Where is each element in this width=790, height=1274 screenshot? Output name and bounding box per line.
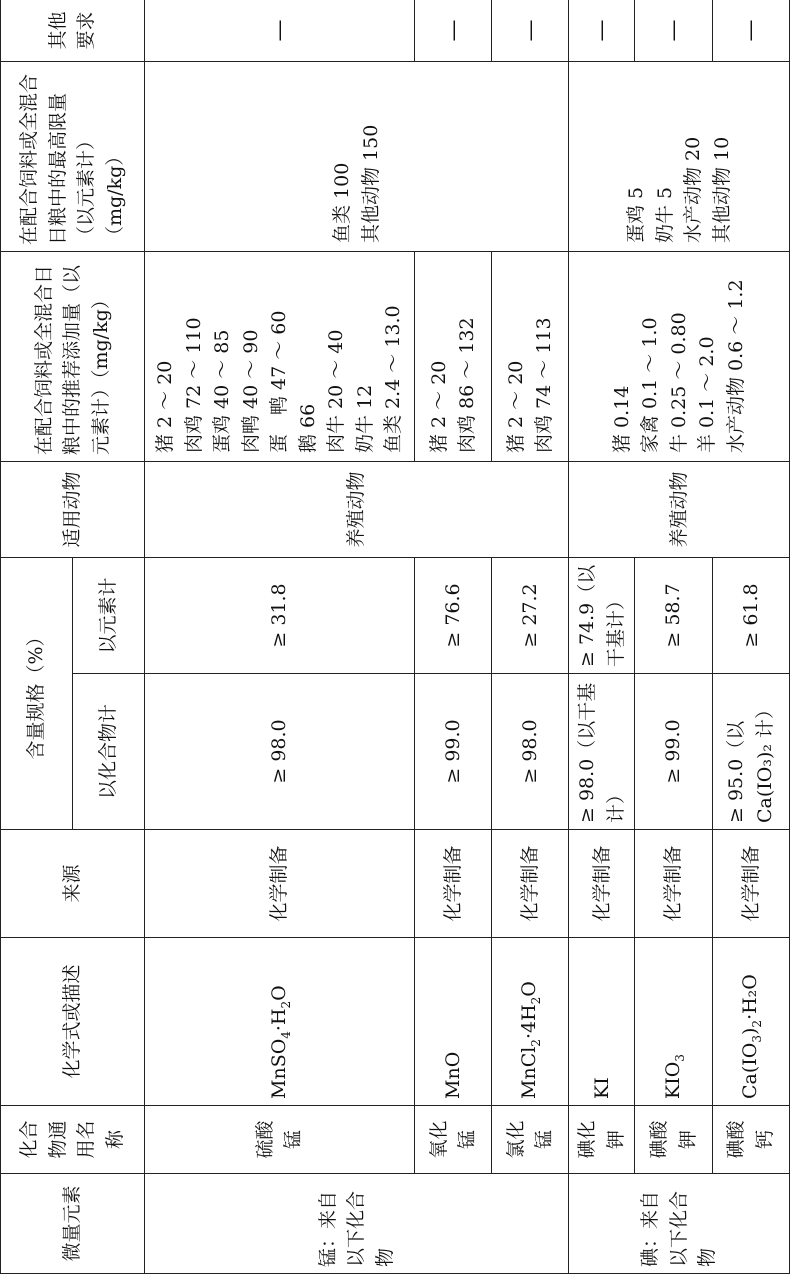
list-item: 奶牛 5 xyxy=(653,186,676,243)
header-as-element: 以元素计 xyxy=(72,558,144,674)
formula-cell: KI xyxy=(569,938,635,1106)
header-other: 其他要求 xyxy=(1,0,145,62)
recommended-cell xyxy=(414,252,491,462)
as-element-cell: ≥ 74.9（以干基计） xyxy=(569,558,635,674)
list-item: 肉鸭 40 ～ 90 xyxy=(239,329,262,453)
animals-cell-iodine: 养殖动物 xyxy=(569,462,790,558)
list-item: 羊 0.1 ～ 2.0 xyxy=(696,336,719,453)
list-item: 猪 0.14 xyxy=(610,385,633,453)
list-item: 水产动物 20 xyxy=(682,136,705,243)
compound-name-cell: 碘酸钙 xyxy=(712,1106,789,1174)
compound-name-cell: 氧化锰 xyxy=(414,1106,491,1174)
other-cell: — xyxy=(635,0,712,62)
formula-cell: $MnSO_4\cdot H_2O$ xyxy=(144,938,414,1106)
compound-name-cell: 碘酸钾 xyxy=(635,1106,712,1174)
list-item: 肉鸡 86 ～ 132 xyxy=(456,317,479,453)
list-item: 其他动物 150 xyxy=(359,124,382,243)
as-compound-cell: ≥ 99.0 xyxy=(635,674,712,830)
list-item: 鹅 66 xyxy=(296,403,319,453)
recommended-cell-iodine xyxy=(569,252,790,462)
list-item: 其他动物 10 xyxy=(710,136,733,243)
compound-name-cell: 碘化钾 xyxy=(569,1106,635,1174)
recommended-cell xyxy=(492,252,569,462)
header-source: 来源 xyxy=(1,830,145,938)
source-cell: 化学制备 xyxy=(635,830,712,938)
header-animals: 适用动物 xyxy=(1,462,145,558)
list-item: 家禽 0.1 ～ 1.0 xyxy=(639,317,662,453)
header-formula: 化学式或描述 xyxy=(1,938,145,1106)
other-cell: — xyxy=(569,0,635,62)
list-item: 猪 2 ～ 20 xyxy=(504,360,527,453)
header-max: 在配合饲料或全混合日粮中的最高限量（以元素计）（mg/kg） xyxy=(1,62,145,252)
header-as-compound: 以化合物计 xyxy=(72,674,144,830)
as-element-cell: ≥ 31.8 xyxy=(144,558,414,674)
source-cell: 化学制备 xyxy=(414,830,491,938)
as-element-cell: ≥ 27.2 xyxy=(492,558,569,674)
other-cell: — xyxy=(492,0,569,62)
table-row xyxy=(144,0,414,1274)
other-cell: — xyxy=(414,0,491,62)
list-item: 奶牛 12 xyxy=(353,384,376,453)
other-cell: — xyxy=(712,0,789,62)
compound-name-cell: 硫酸锰 xyxy=(144,1106,414,1174)
as-element-cell: ≥ 76.6 xyxy=(414,558,491,674)
as-element-cell: ≥ 58.7 xyxy=(635,558,712,674)
as-compound-cell: ≥ 99.0 xyxy=(414,674,491,830)
formula-cell: MnO xyxy=(414,938,491,1106)
other-cell: — xyxy=(144,0,414,62)
list-item: 肉牛 20 ～ 40 xyxy=(325,329,348,453)
header-recommended: 在配合饲料或全混合日粮中的推荐添加量（以元素计）（mg/kg） xyxy=(1,252,145,462)
source-cell: 化学制备 xyxy=(712,830,789,938)
formula-cell: $Ca(IO_3)_2\cdot H_2O$ xyxy=(712,938,789,1106)
animals-cell-manganese: 养殖动物 xyxy=(144,462,569,558)
table-row xyxy=(569,0,635,1274)
as-compound-cell: ≥ 98.0 xyxy=(144,674,414,830)
formula-cell: $KIO_3$ xyxy=(635,938,712,1106)
as-compound-cell: ≥ 95.0（以 Ca(IO₃)₂ 计） xyxy=(712,674,789,830)
list-item: 牛 0.25 ～ 0.80 xyxy=(667,312,690,453)
list-item: 蛋鸡 5 xyxy=(625,186,648,243)
as-element-cell: ≥ 61.8 xyxy=(712,558,789,674)
list-item: 肉鸡 74 ～ 113 xyxy=(533,317,556,453)
source-cell: 化学制备 xyxy=(492,830,569,938)
source-cell: 化学制备 xyxy=(569,830,635,938)
header-content-spec: 含量规格（%） xyxy=(1,558,73,830)
header-row-1 xyxy=(1,0,73,1274)
as-compound-cell: ≥ 98.0（以干基计） xyxy=(569,674,635,830)
element-cell-manganese: 锰：来自以下化合物 xyxy=(144,1174,569,1274)
max-cell-manganese xyxy=(144,62,569,252)
list-item: 猪 2 ～ 20 xyxy=(154,360,177,453)
element-cell-iodine: 碘：来自以下化合物 xyxy=(569,1174,790,1274)
list-item: 鱼类 100 xyxy=(331,162,354,243)
list-item: 水产动物 0.6 ～ 1.2 xyxy=(724,279,747,453)
compound-name-cell: 氯化锰 xyxy=(492,1106,569,1174)
header-compound-name: 化合物通用名称 xyxy=(1,1106,145,1174)
formula-cell: $MnCl_2\cdot 4H_2O$ xyxy=(492,938,569,1106)
recommended-cell xyxy=(144,252,414,462)
max-cell-iodine xyxy=(569,62,790,252)
list-item: 肉鸡 72 ～ 110 xyxy=(182,317,205,453)
list-item: 蛋 鸭 47 ～ 60 xyxy=(268,310,291,453)
list-item: 鱼类 2.4 ～ 13.0 xyxy=(382,305,405,453)
list-item: 猪 2 ～ 20 xyxy=(427,360,450,453)
as-compound-cell: ≥ 98.0 xyxy=(492,674,569,830)
list-item: 蛋鸡 40 ～ 85 xyxy=(211,329,234,453)
header-element: 微量元素 xyxy=(1,1174,145,1274)
source-cell: 化学制备 xyxy=(144,830,414,938)
